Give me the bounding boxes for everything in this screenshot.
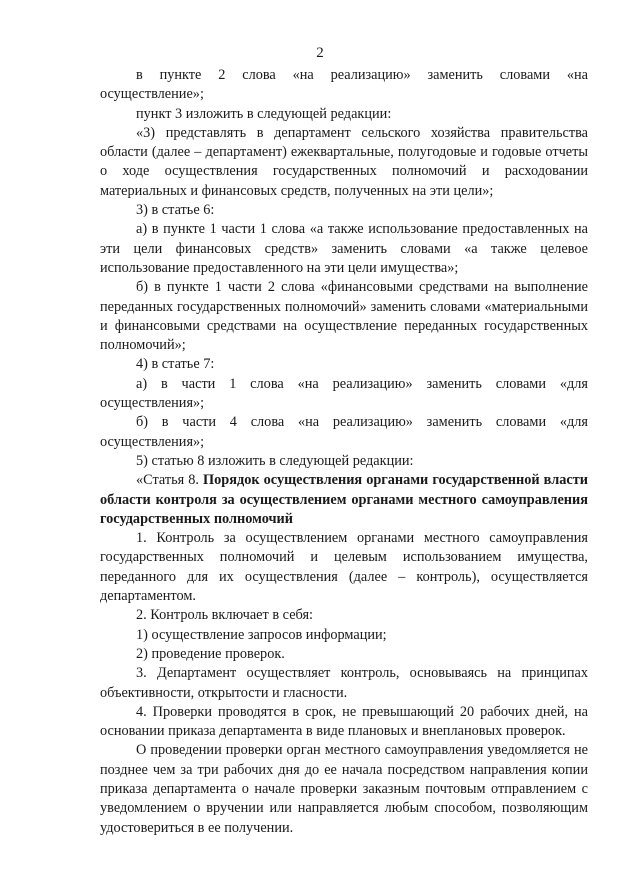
page-number: 2: [316, 45, 324, 61]
paragraph-10: 5) статью 8 изложить в следующей редакции:: [136, 452, 414, 469]
document-body: [100, 66, 588, 838]
paragraph-12: 1. Контроль за осуществлением органами местного самоуправления государственных полномочий и целевым использованием имущества, переданного для их осуществления (далее – контроль), осуществляется департаментом.: [100, 530, 588, 605]
paragraph-13: 2. Контроль включает в себя:: [136, 607, 314, 624]
paragraph-1: в пункте 2 слова «на реализацию» заменить словами «на осуществление»;: [100, 67, 588, 103]
article-8-heading: [100, 471, 588, 529]
article-8-prefix: «Статья 8.: [136, 472, 204, 489]
paragraph-4: 3) в статье 6:: [136, 202, 215, 219]
paragraph-14: 1) осуществление запросов информации;: [136, 626, 387, 643]
paragraph-17: 4. Проверки проводятся в срок, не превышающий 20 рабочих дней, на основании приказа департамента в виде плановых и внеплановых проверок.: [100, 703, 588, 740]
paragraph-8: а) в части 1 слова «на реализацию» заменить словами «для осуществления»;: [100, 375, 588, 412]
article-8-title: Порядок осуществления органами государственной власти области контроля за осуществлением органами местного самоуправления государственных полномочий: [100, 472, 588, 527]
paragraph-6: б) в пункте 1 части 2 слова «финансовыми средствами на выполнение переданных государственных полномочий» заменить словами «материальными и финансовыми средствами на осуществление переданных государственных полномочий»;: [100, 279, 588, 354]
paragraph-18: О проведении проверки орган местного самоуправления уведомляется не позднее чем за три рабочих дня до ее начала посредством направления копии приказа департамента о начале проверки заказным почтовым отправлением с уведомлением о вручении или направляется любым способом, позволяющим удостовериться в ее получении.: [100, 742, 588, 836]
paragraph-15: 2) проведение проверок.: [136, 645, 285, 662]
paragraph-3: «3) представлять в департамент сельского хозяйства правительства области (далее – департамент) ежеквартальные, полугодовые и годовые отчеты о ходе осуществления государственных полномочий и расходовании материальных и финансовых средств, полученных на эти цели»;: [100, 124, 588, 199]
paragraph-9: б) в части 4 слова «на реализацию» заменить словами «для осуществления»;: [100, 414, 588, 450]
paragraph-7: 4) в статье 7:: [136, 356, 215, 373]
paragraph-2: пункт 3 изложить в следующей редакции:: [136, 105, 392, 122]
paragraph-16: 3. Департамент осуществляет контроль, основываясь на принципах объективности, открытости и гласности.: [100, 665, 588, 701]
paragraph-5: а) в пункте 1 части 1 слова «а также использование предоставленных на эти цели финансовых средств» заменить словами «а также целевое использование предоставленного на эти цели имущества»;: [100, 221, 588, 276]
